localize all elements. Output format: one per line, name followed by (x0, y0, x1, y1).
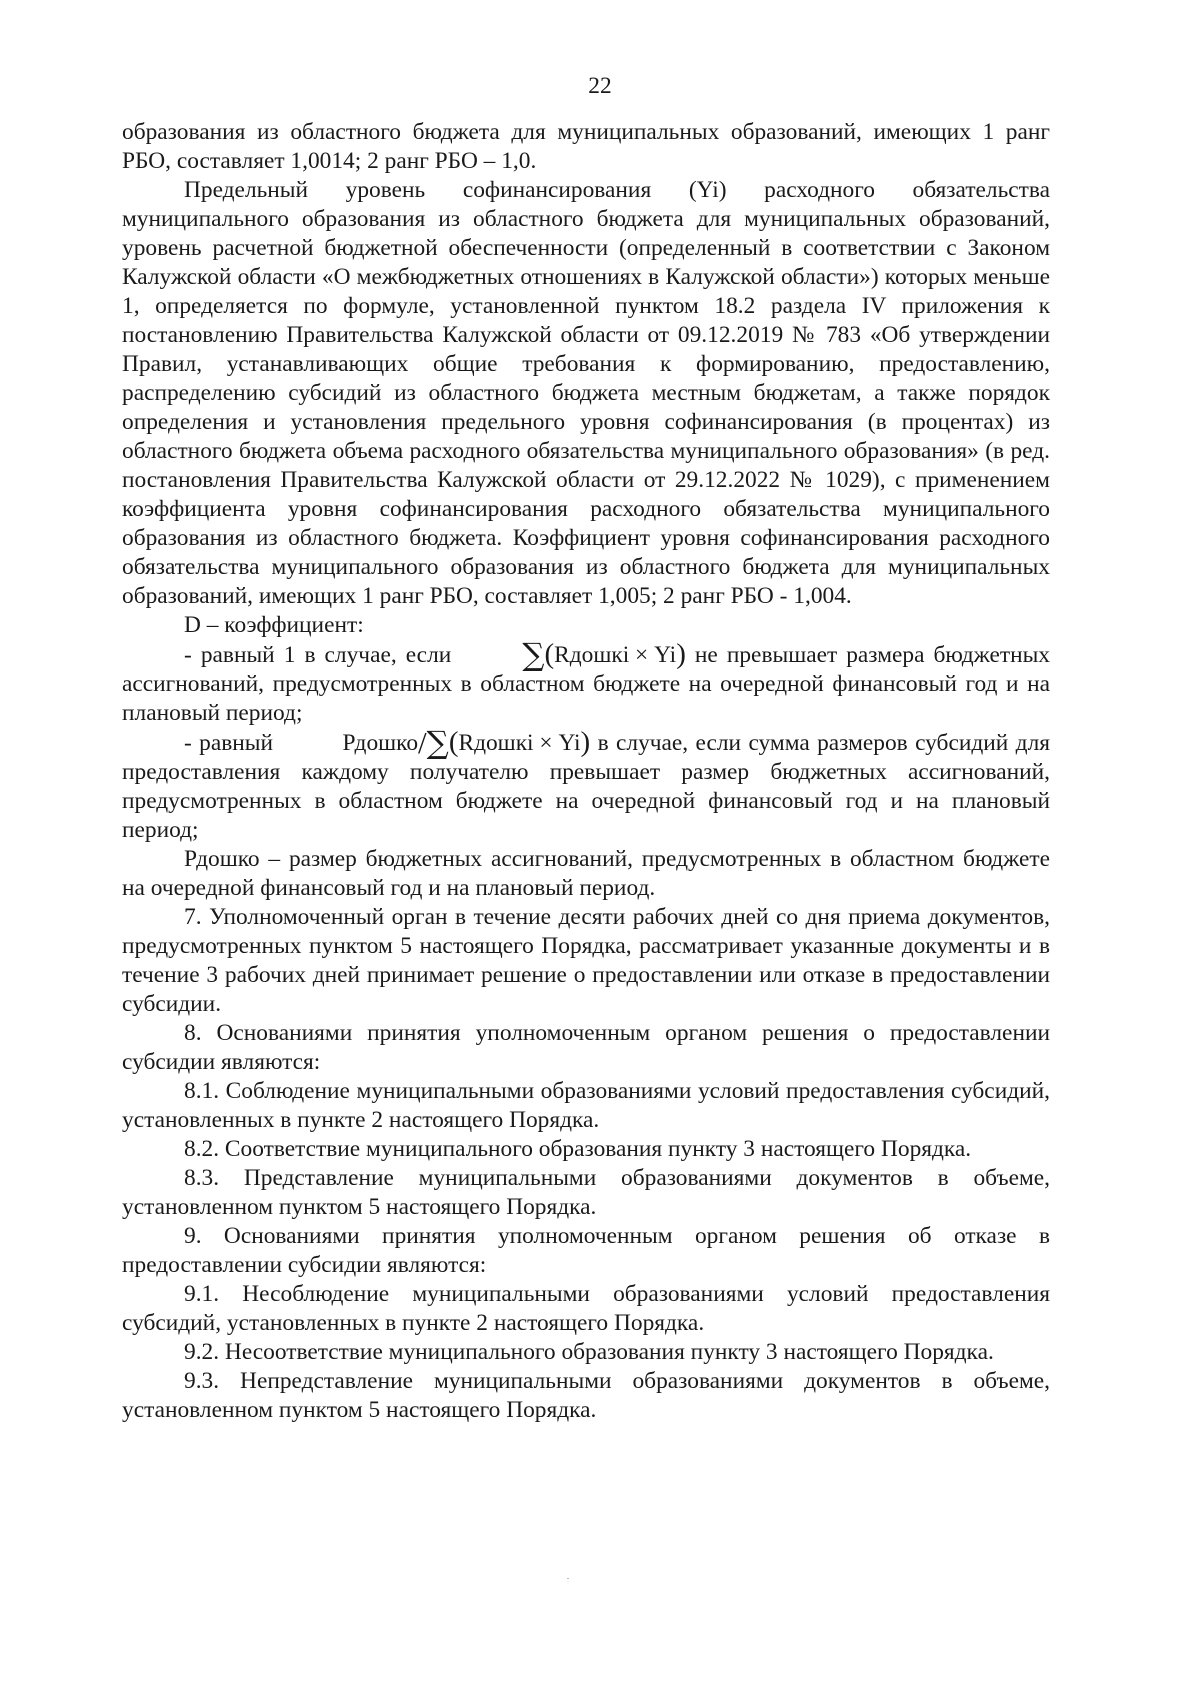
paragraph-item-9-1: 9.1. Несоблюдение муниципальными образованиями условий предоставления субсидий, установленных в пункте 2 настоящего Порядка. (122, 1281, 1050, 1336)
text-after-formula: в случае, если сумма размеров субсидий для предоставления каждому получателю превышает размер бюджетных ассигнований, предусмотренных в областном бюджете на очередной финансовый год и на плановый период; (122, 730, 1050, 843)
paragraph-item-8-3: 8.3. Представление муниципальными образованиями документов в объеме, установленном пунктом 5 настоящего Порядка. (122, 1165, 1050, 1220)
paragraph-item-7: 7. Уполномоченный орган в течение десяти рабочих дней со дня приема документов, предусмотренных пунктом 5 настоящего Порядка, рассматривает указанные документы и в течение 3 рабочих дней принимает решение о предоставлении или отказе в предоставлении субсидии. (122, 904, 1050, 1017)
formula-numerator: Рдошко (342, 730, 419, 756)
page-number: 22 (588, 73, 612, 99)
paragraph-item-8-1: 8.1. Соблюдение муниципальными образованиями условий предоставления субсидий, установленных в пункте 2 настоящего Порядка. (122, 1078, 1050, 1133)
paragraph-item-9: 9. Основаниями принятия уполномоченным органом решения об отказе в предоставлении субсидии являются: (122, 1223, 1050, 1278)
formula-expression: Rдошкі × Yi (554, 642, 677, 668)
formula-expression: Rдошкі × Yi (458, 730, 581, 756)
text-before-formula: - равный 1 в случае, если (184, 642, 452, 668)
paragraph-item-8-2: 8.2. Соответствие муниципального образования пункту 3 настоящего Порядка. (184, 1136, 972, 1162)
formula-slash: / (418, 725, 427, 760)
paragraph-cofinancing-level: Предельный уровень софинансирования (Yi) расходного обязательства муниципального образования из областного бюджета для муниципальных образований, уровень расчетной бюджетной обеспеченности (определенный в соответствии с Законом Калужской области «О межбюджетных отношениях в Калужской области») которых меньше 1, определяется по формуле, установленной пунктом 18.2 раздела IV приложения к постановлению Правительства Калужской области от 09.12.2019 № 783 «Об утверждении Правил, устанавливающих общие требования к формированию, предоставлению, распределению субсидий из областного бюджета местным бюджетам, а также порядок определения и установления предельного уровня софинансирования (в процентах) из областного бюджета объема расходного обязательства муниципального образования» (в ред. постановления Правительства Калужской области от 29.12.2022 № 1029), с применением коэффициента уровня софинансирования расходного обязательства муниципального образования из областного бюджета. Коэффициент уровня софинансирования расходного обязательства муниципального образования из областного бюджета для муниципальных образований, имеющих 1 ранг РБО, составляет 1,005; 2 ранг РБО - 1,004. (122, 177, 1050, 609)
paragraph-d-equals-ratio (122, 725, 1050, 845)
sigma-symbol: ∑ (522, 637, 545, 673)
text-before-formula: - равный (184, 730, 274, 756)
text-after-formula: не превышает размера бюджетных ассигнований, предусмотренных в областном бюджете на очередной финансовый год и на плановый период; (122, 642, 1050, 726)
paragraph-item-8: 8. Основаниями принятия уполномоченным органом решения о предоставлении субсидии являются: (122, 1020, 1050, 1075)
paragraph-coefficient-tail: образования из областного бюджета для муниципальных образований, имеющих 1 ранг РБО, составляет 1,0014; 2 ранг РБО – 1,0. (122, 119, 1050, 174)
paragraph-rdoshko-definition: Рдошко – размер бюджетных ассигнований, предусмотренных в областном бюджете на очередной финансовый год и на плановый период. (122, 846, 1050, 901)
paragraph-item-9-2: 9.2. Несоответствие муниципального образования пункту 3 настоящего Порядка. (184, 1339, 994, 1365)
sigma-symbol: ∑ (426, 725, 449, 761)
document-body (122, 118, 1050, 1425)
paragraph-item-9-3: 9.3. Непредставление муниципальными образованиями документов в объеме, установленном пунктом 5 настоящего Порядка. (122, 1368, 1050, 1423)
formula-sum: ∑(Rдошкі × Yi) (522, 637, 686, 673)
paragraph-d-coefficient: D – коэффициент: (184, 612, 364, 638)
formula-ratio: Рдошко/∑(Rдошкі × Yi) (342, 725, 591, 761)
paragraph-d-equals-one (122, 637, 1050, 728)
scan-speck (567, 1578, 569, 1579)
